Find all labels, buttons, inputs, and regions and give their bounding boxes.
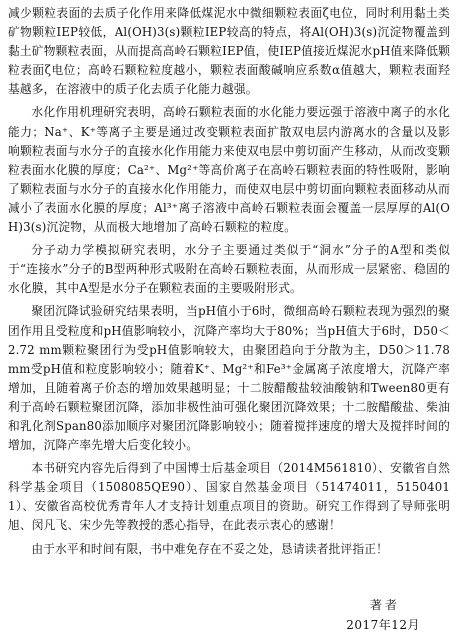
paragraph-settling-experiment: 聚团沉降试验研究结果表明，当pH值小于6时，微细高岭石颗粒表现为强烈的聚团作用且受粒度和pH值影响较小，沉降产率均大于80%；当pH值大于6时，D50＜2.72 mm颗粒聚团行为受pH值影响较大，由聚团趋向于分散为主，D50＞11.78 mm受pH值和粒度影响较小；随着K⁺、Mg²⁺和Fe³⁺金属离子浓度增大，沉降产率增加，且随着离子价态的增加效果越明显；十二胺醋酸盐较油酸钠和Tween80更有利于高岭石颗粒聚团沉降，添加非极性油可强化聚团沉降效果；十二胺醋酸盐、柴油和乳化剂Span80添加顺序对聚团沉降影响较小；随着搅拌速度的增大及搅拌时间的增加，沉降产率先增大后变化较小。 (8, 304, 450, 453)
paragraph-continuation: 减少颗粒表面的去质子化作用来降低煤泥水中微细颗粒表面ζ电位，同时利用黏土类矿物颗粒IEP较低，Al(OH)3(s)颗粒IEP较高的特点，将Al(OH)3(s)沉淀物覆盖到黏土矿物颗粒表面，从而提高高岭石颗粒IEP值，使IEP值接近煤泥水pH值来降低颗粒表面ζ电位；高岭石颗粒粒度越小，颗粒表面酸碱响应系数α值越大，颗粒表面羟基越多，在溶液中的质子化去质子化能力越强。 (8, 6, 450, 97)
author-signature: 著者 (369, 598, 400, 612)
paragraph-hydration-mechanism: 水化作用机理研究表明，高岭石颗粒表面的水化能力要远强于溶液中离子的水化能力；Na⁺、K⁺等离子主要是通过改变颗粒表面扩散双电层内游离水的含量以及影响颗粒表面与水分子的直接水化作用能力来使双电层中剪切面产生移动，从而改变颗粒表面水化膜的厚度；Ca²⁺、Mg²⁺等高价离子在高岭石颗粒表面的特性吸附，影响了颗粒表面与水分子的直接水化作用能力，而使双电层中剪切面向颗粒表面移动从而减小了表面水化膜的厚度；Al³⁺离子溶液中高岭石颗粒表面会覆盖一层厚厚的Al(OH)3(s)沉淀物，从而极大地增加了高岭石颗粒的粒度。 (8, 105, 450, 235)
paragraph-closing-note: 由于水平和时间有限，书中难免存在不妥之处，恳请读者批评指正！ (31, 541, 389, 556)
paragraph-molecular-dynamics: 分子动力学模拟研究表明，水分子主要通过类似于“洞水”分子的A型和类似于“连接水”分子的B型两种形式吸附在高岭石颗粒表面，从而形成一层紧密、稳固的水化膜，其中A型是水分子在颗粒表面的主要吸附形式。 (8, 243, 450, 296)
signature-date: 2017年12月 (346, 618, 420, 632)
paragraph-acknowledgement: 本书研究内容先后得到了中国博士后基金项目（2014M561810）、安徽省自然科学基金项目（1508085QE90）、国家自然基金项目（51474011，51504011）、安徽省高校优秀青年人才支持计划重点项目的资助。研究工作得到了导师张明旭、闵凡飞、宋少先等教授的悉心指导，在此表示衷心的感谢！ (8, 461, 450, 533)
